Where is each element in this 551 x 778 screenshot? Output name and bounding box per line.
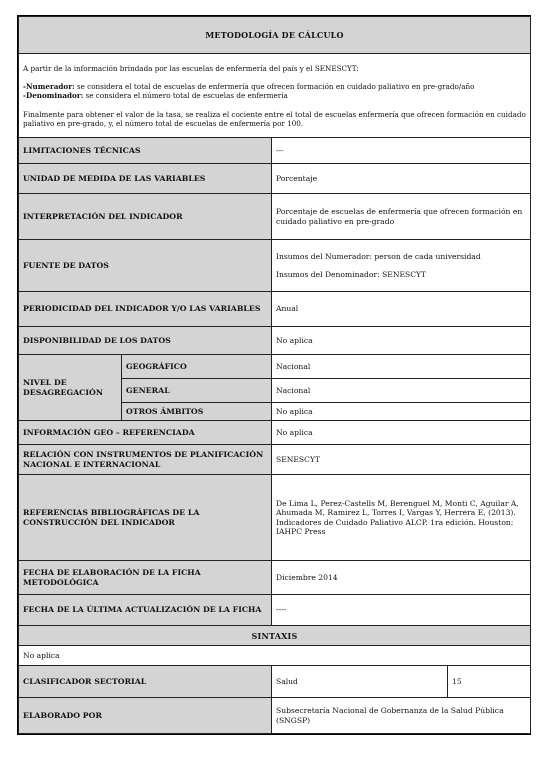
- method-intro: A partir de la información brindada por las escuelas de enfermería del país y el SENESCYT:: [23, 63, 359, 73]
- denominator-label: -Denominador:: [23, 91, 84, 101]
- clasificador-label: CLASIFICADOR SECTORIAL: [19, 666, 272, 698]
- unidad-value: Porcentaje: [272, 164, 531, 194]
- fuente-value: [272, 240, 531, 292]
- general-value: Nacional: [272, 379, 531, 403]
- clasificador-value: Salud: [272, 666, 448, 698]
- otros-ambitos-value: No aplica: [272, 403, 531, 421]
- desagregacion-label: NIVEL DE DESAGREGACIÓN: [19, 355, 122, 421]
- unidad-label: UNIDAD DE MEDIDA DE LAS VARIABLES: [19, 164, 272, 194]
- otros-ambitos-label: OTROS ÁMBITOS: [122, 403, 272, 421]
- geografico-label: GEOGRÁFICO: [122, 355, 272, 379]
- limitaciones-label: LIMITACIONES TÉCNICAS: [19, 138, 272, 164]
- fuente-label: FUENTE DE DATOS: [19, 240, 272, 292]
- fecha-actualizacion-label: FECHA DE LA ÚLTIMA ACTUALIZACIÓN DE LA FICHA: [19, 595, 272, 626]
- fecha-elaboracion-value: Diciembre 2014: [272, 561, 531, 595]
- method-denominator: [23, 91, 526, 100]
- relacion-label: RELACIÓN CON INSTRUMENTOS DE PLANIFICACIÓN NACIONAL E INTERNACIONAL: [19, 445, 272, 475]
- referencias-value: De Lima L, Perez-Castells M, Berenguel M, Monti C, Aguilar A, Ahumada M, Ramirez L, Torres I, Vargas Y, Herrera E, (2013). Indicadores de Cuidado Paliativo ALCP. 1ra edición. Houston: IAHPC Press: [272, 475, 531, 561]
- geografico-value: Nacional: [272, 355, 531, 379]
- sintaxis-header: SINTAXIS: [19, 626, 531, 646]
- disponibilidad-label: DISPONIBILIDAD DE LOS DATOS: [19, 327, 272, 355]
- geo-value: No aplica: [272, 421, 531, 445]
- fuente-denominador: Insumos del Denominador: SENESCYT: [276, 270, 427, 279]
- periodicidad-value: Anual: [272, 292, 531, 327]
- section-title-metodologia: METODOLOGÍA DE CÁLCULO: [19, 17, 531, 54]
- sintaxis-value: No aplica: [19, 646, 531, 666]
- periodicidad-label: PERIODICIDAD DEL INDICADOR Y/O LAS VARIABLES: [19, 292, 272, 327]
- limitaciones-value: ---: [272, 138, 531, 164]
- numerator-label: -Numerador:: [23, 81, 75, 91]
- fuente-numerador: Insumos del Numerador: person de cada universidad: [276, 251, 481, 261]
- fecha-actualizacion-value: ----: [272, 595, 531, 626]
- elaborado-label: ELABORADO POR: [19, 698, 272, 734]
- elaborado-value: Subsecretaría Nacional de Gobernanza de la Salud Pública (SNGSP): [272, 698, 531, 734]
- referencias-label: REFERENCIAS BIBLIOGRÁFICAS DE LA CONSTRUCCIÓN DEL INDICADOR: [19, 475, 272, 561]
- disponibilidad-value: No aplica: [272, 327, 531, 355]
- numerator-text: se considera el total de escuelas de enfermería que ofrecen formación en cuidado paliativo en pre-grado/año: [74, 81, 475, 91]
- methodology-table: [18, 16, 531, 734]
- clasificador-code: 15: [448, 666, 531, 698]
- method-numerator: [23, 82, 526, 91]
- fecha-elaboracion-label: FECHA DE ELABORACIÓN DE LA FICHA METODOLÓGICA: [19, 561, 272, 595]
- general-label: GENERAL: [122, 379, 272, 403]
- relacion-value: SENESCYT: [272, 445, 531, 475]
- geo-label: INFORMACIÓN GEO – REFERENCIADA: [19, 421, 272, 445]
- methodology-sheet: [17, 15, 531, 735]
- method-final: Finalmente para obtener el valor de la tasa, se realiza el cociente entre el total de escuelas enfermería que ofrecen formación en cuidado paliativo en pre-grado, y, el número total de escuelas de enfermería por 100.: [23, 109, 526, 129]
- interpretacion-value: Porcentaje de escuelas de enfermería que ofrecen formación en cuidado paliativo en pre-grado: [272, 194, 531, 240]
- method-description: [19, 54, 531, 138]
- interpretacion-label: INTERPRETACIÓN DEL INDICADOR: [19, 194, 272, 240]
- denominator-text: se considera el número total de escuelas de enfermería: [83, 91, 288, 101]
